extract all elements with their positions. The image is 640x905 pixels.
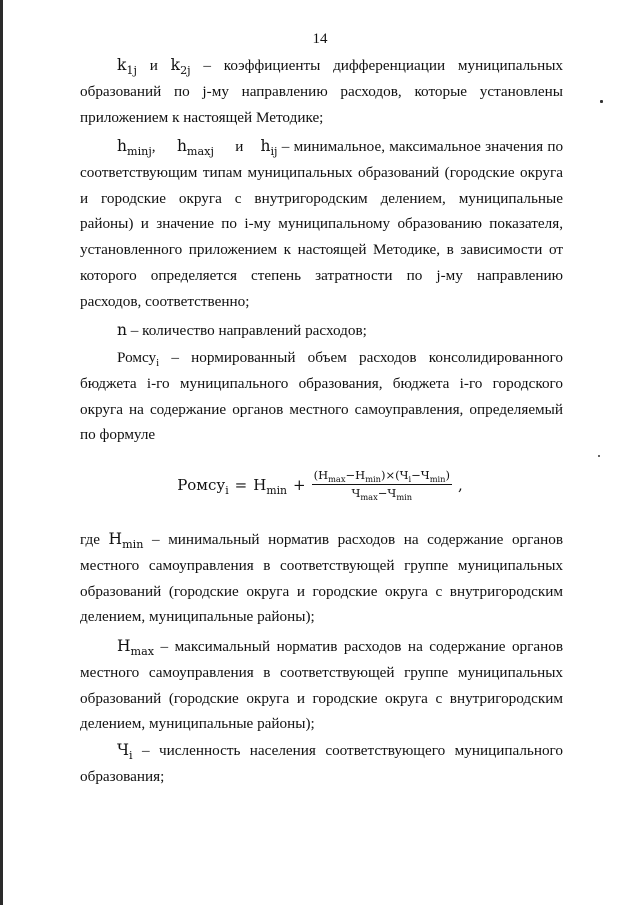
formula-romsu (0, 468, 640, 501)
symbol-romsu-subscript: i (156, 356, 160, 369)
formula-plus: + (293, 475, 306, 494)
symbol-h-min: h (117, 137, 127, 155)
paragraph-population (80, 738, 563, 790)
symbol-k1-subscript: 1j (126, 63, 137, 77)
numerator-part: )×(Ч (381, 468, 409, 482)
paragraph-h-max (80, 634, 563, 737)
symbol-n: n (117, 321, 127, 339)
paragraph-romsu (80, 345, 563, 448)
paragraph-k-coefficients (80, 53, 563, 130)
conjunction-and: и (149, 57, 158, 74)
paragraph-h-min (80, 527, 563, 630)
numerator-subscript: min (429, 473, 446, 484)
scan-speck (600, 100, 603, 103)
paragraph-n (80, 318, 563, 344)
paragraph-text: – минимальный норматив расходов на содержание органов местного самоуправления в соответствующей группе муниципальных образований (городские округа и городские округа с внутригородским делением, муниципальные районы); (80, 531, 563, 626)
symbol-ch: Ч (117, 741, 129, 759)
numerator-subscript: max (328, 473, 346, 484)
formula-h-min: Н (253, 475, 267, 494)
symbol-romsu: Ромсу (117, 349, 157, 366)
denominator-subscript: min (396, 491, 413, 502)
formula-denominator (351, 485, 412, 501)
symbol-ch-subscript: i (128, 748, 133, 762)
formula-fraction (312, 468, 452, 501)
symbol-h-min-subscript: minj (126, 144, 152, 158)
symbol-k1: k (117, 56, 127, 74)
paragraph-text: – нормированный объем расходов консолидированного бюджета i-го муниципального образования, бюджета i-го городского округа на содержание органов местного самоуправления, определяемый по формуле (80, 349, 563, 444)
symbol-k2: k (170, 56, 181, 74)
formula-h-min-subscript: min (266, 483, 287, 497)
formula-equals: = (234, 475, 248, 494)
formula-numerator (312, 468, 452, 485)
symbol-hmin: Н (108, 530, 123, 548)
paragraph-h-values: $h_{minj}$, $h_{maxj}$ и $h_{ij}$ – минимальное, максимальное значения по соответствующим типам муниципальных образований (городские округа и городские округа с внутригородским делением, муниципальные районы) и значение по i-му муниципальному образованию показателя, установленного приложением к настоящей Методике, в зависимости от которого определяется степень затратности по j-му направлению расходов, соответственно; (80, 137, 564, 310)
paragraph-text: – максимальный норматив расходов на содержание органов местного самоуправления в соответствующей группе муниципальных образований (городские округа и городские округа с внутригородским делением, муниципальные районы); (80, 638, 564, 733)
formula-lhs-subscript: i (225, 483, 229, 497)
scan-speck (598, 455, 600, 457)
where-word: где (80, 531, 100, 548)
numerator-subscript: i (408, 473, 412, 484)
conjunction-and: и (235, 138, 244, 155)
page-number: 14 (312, 31, 328, 47)
symbol-h-ij: h (260, 137, 271, 155)
symbol-hmax: Н (117, 637, 131, 655)
denominator-subscript: max (360, 491, 378, 502)
denominator-part: −Ч (377, 486, 397, 500)
paragraph-text: – численность населения соответствующего муниципального образования; (80, 742, 563, 785)
denominator-part: Ч (351, 486, 361, 500)
formula-lhs: Ромсу (177, 475, 226, 494)
numerator-part: ) (445, 468, 451, 482)
scan-edge (0, 0, 3, 905)
numerator-part: (Н (313, 468, 329, 482)
formula-comma: , (458, 475, 463, 494)
symbol-h-ij-subscript: ij (270, 144, 278, 158)
paragraph-text: – количество направлений расходов; (130, 322, 367, 339)
symbol-h-max: h (176, 137, 187, 155)
numerator-part: −Ч (411, 468, 430, 482)
paragraph-text: – минимальное, максимальное значения по соответствующим типам муниципальных образований (городские округа и городские округа с внутригородским делением, муниципальные районы) и значение по i-му муниципальному образованию показателя, установленного приложением к настоящей Методике, в зависимости от которого определяется степень затратности по j-му направлению расходов, соответственно; (80, 138, 564, 310)
paragraph-text: – коэффициенты дифференциации муниципальных образований по j-му направлению расходов, которые установлены приложением к настоящей Методике; (80, 57, 564, 126)
symbol-k2-subscript: 2j (180, 63, 191, 77)
numerator-subscript: min (365, 473, 382, 484)
numerator-part: −Н (345, 468, 366, 482)
symbol-hmin-subscript: min (122, 537, 144, 551)
symbol-hmax-subscript: max (130, 644, 155, 658)
symbol-h-max-subscript: maxj (186, 144, 214, 158)
